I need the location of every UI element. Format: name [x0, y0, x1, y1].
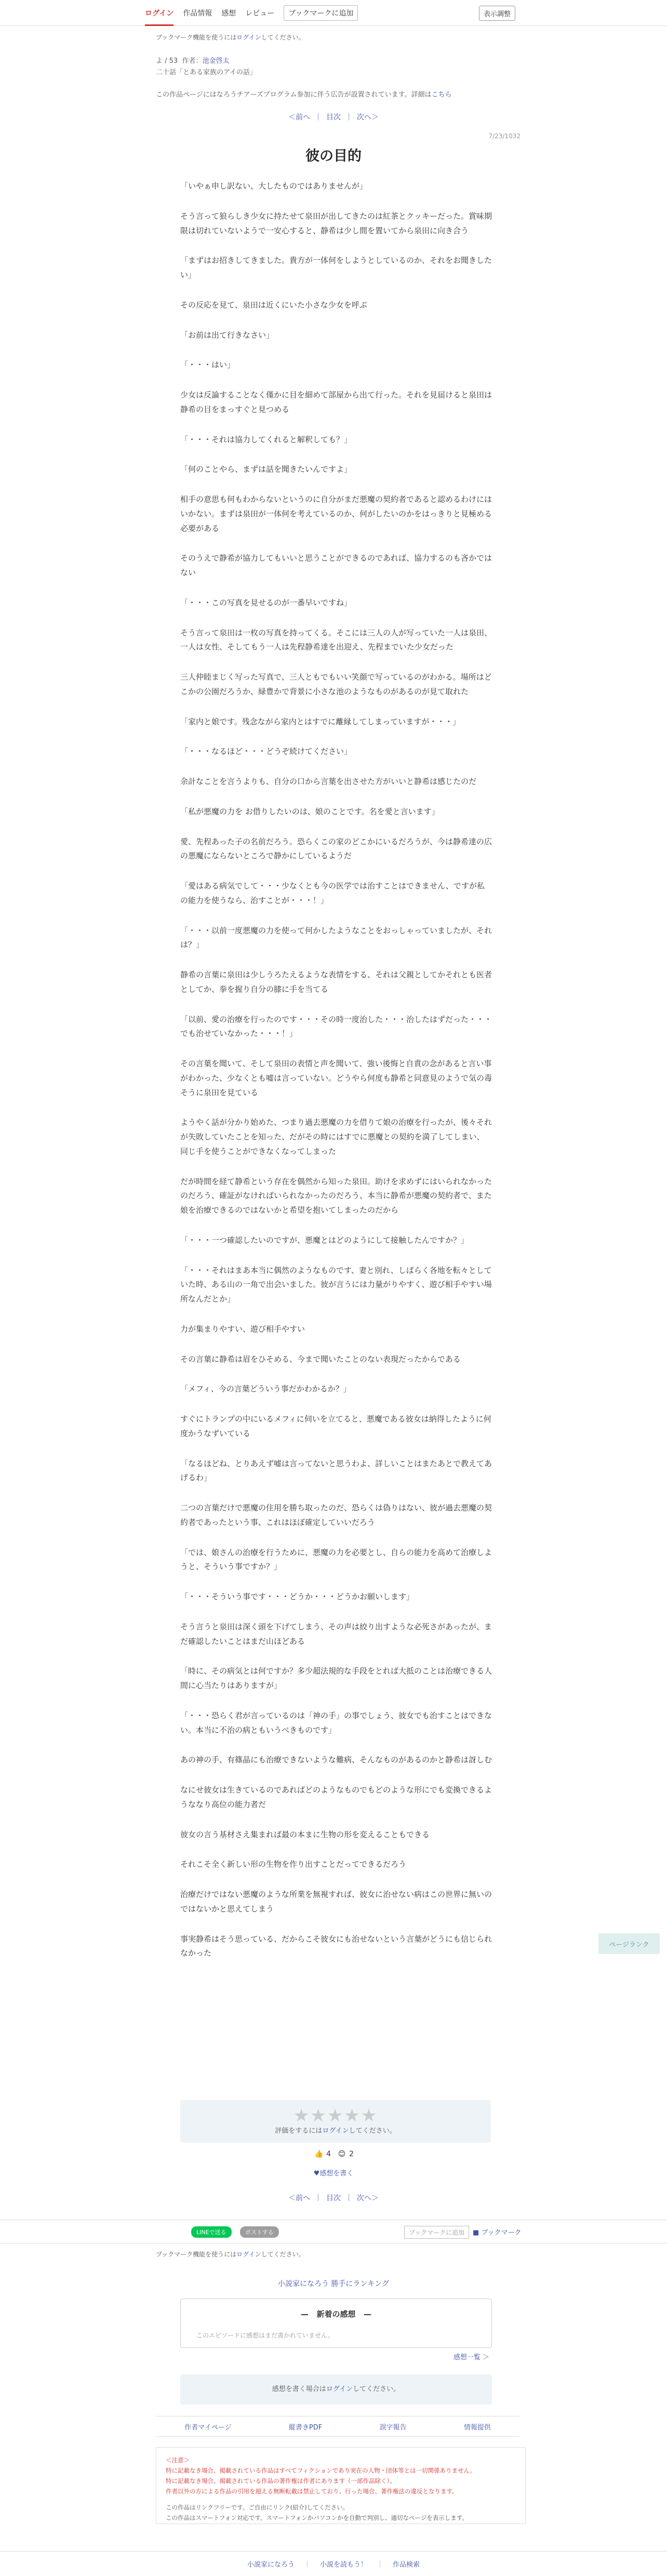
- novel-paragraph: そのうえで静希が協力してもいいと思うことができるのであれば、協力するのも吝かではない: [180, 553, 492, 577]
- rating-box: [180, 2100, 491, 2143]
- x-post-button[interactable]: ポストする: [240, 2226, 279, 2238]
- novel-links: [156, 2416, 519, 2437]
- login-link[interactable]: ログイン: [236, 2251, 261, 2258]
- novel-paragraph: 余計なことを言うよりも、自分の口から言葉を出させた方がいいと静希は感じたのだ: [180, 777, 477, 786]
- novel-paragraph: あの神の手、有篠晶にも治療できないような難病、そんなものがあるのかと静希は訝しむ: [180, 1755, 492, 1765]
- novel-paragraph: 「・・・それはまあ本当に偶然のようなものです、妻と別れ、しばらく各地を転々としていた時、ある山の一角で出会いました。彼が言うには力量がりやすく、遊び相手やすい場所なんだとか」: [180, 1265, 492, 1304]
- nav-review[interactable]: レビュー: [245, 9, 275, 18]
- info-provide-link[interactable]: 情報提供: [463, 2423, 491, 2432]
- caution-line: 特に記載なき場合、掲載されている作品はすべてフィクションであり実在の人物・団体等とは一切関係ありません。: [166, 2467, 476, 2475]
- login-link[interactable]: ログイン: [236, 34, 261, 41]
- all-impressions-link[interactable]: 感想一覧 ＞: [453, 2354, 489, 2361]
- novel-paragraph: 「・・・そういう事です・・・どうか・・・どうかお願いします」: [180, 1592, 415, 1601]
- novel-paragraph: ようやく話が分かり始めた、つまり過去悪魔の力を借りて娘の治療を行ったが、後々それが失敗していたことを知った、だがその時にはすでに悪魔との契約を満了してしまい、同じ手を使うことができなくなってしまった: [180, 1118, 492, 1156]
- caution-note: この作品はリンクフリーです。ご自由にリンク(紹介)してください。 この作品はスマートフォン対応です。スマートフォンかパソコンかを自動で判別し、適切なページを表示します。: [166, 2503, 468, 2521]
- pr-details-link[interactable]: こちら: [431, 90, 452, 99]
- bookmark-login-note-bottom: ブックマーク機能を使うにはログインしてください。: [156, 2251, 305, 2258]
- episode-date: 7/23/1032: [488, 132, 521, 140]
- novel-paragraph: 少女は反論することなく僅かに目を細めて部屋から出て行った。それを見届けると泉田は静希の目をまっすぐと見つめる: [180, 390, 492, 414]
- novel-paragraph: すぐにトランプの中にいるメフィに伺いを立てると、悪魔である彼女は納得したように何度かうなずいている: [180, 1414, 491, 1438]
- novel-paragraph: 「何のことやら、まずは話を聞きたいんですよ」: [180, 464, 352, 474]
- novel-paragraph: そう言って泉田は一枚の写真を持ってくる。そこには三人の人が写っていた一人は泉田、一人は女性、そしてもう一人は先程静希達を出迎え、先程までいた少女だった: [180, 628, 492, 652]
- chapter-title: 彼の目的: [305, 148, 362, 164]
- rating-stars[interactable]: [180, 2105, 491, 2126]
- write-impression-link[interactable]: ♥感想を書く: [313, 2170, 354, 2177]
- novel-paragraph: 愛、先程あった子の名前だろう。恐らくこの家のどこかにいるだろうが、今は静希達の広の悪魔にならないところで静かにしているようだ: [180, 836, 492, 861]
- bookmark-login-note: ブックマーク機能を使うにはログインしてください。: [156, 34, 305, 41]
- add-bookmark-button[interactable]: ブックマークに追加: [404, 2226, 469, 2239]
- footer-search-link[interactable]: 作品検索: [393, 2561, 420, 2569]
- novel-paragraph: その言葉を聞いて、そして泉田の表情と声を聞いて、強い後悔と自責の念があると言い事がわかった、少なくとも嘘は言っていない。どうやら何度も静希と同意見のようで気の毒そうに泉田を見ている: [180, 1059, 492, 1097]
- line-share-button[interactable]: LINEで送る: [191, 2226, 232, 2238]
- star-icon[interactable]: ★: [361, 2105, 378, 2126]
- reaction-smile[interactable]: 😊 2: [336, 2148, 354, 2160]
- new-impressions-title: — 新着の感想 —: [300, 2309, 372, 2319]
- novel-paragraph: 静希の言葉に泉田は少しうろたえるような表情をする、それは父親としてかそれとも医者としてか、拳を握り自分の膝に手を当てる: [180, 970, 492, 994]
- novel-paragraph: その反応を見て、泉田は近くにいた小さな少女を呼ぶ: [180, 300, 367, 310]
- prev-episode-link[interactable]: ＜前へ: [288, 113, 311, 122]
- caution-box: [156, 2447, 526, 2524]
- novel-paragraph: 「・・・一つ確認したいのですが、悪魔とはどのようにして接触したんですか？」: [180, 1235, 469, 1245]
- episode-pager-top: ＜前へ ｜ 目次 ｜ 次へ＞: [288, 113, 379, 122]
- nav-impressions[interactable]: 感想: [221, 9, 236, 18]
- login-link[interactable]: ログイン: [322, 2127, 349, 2135]
- episode-author: よ / 53 作者：池金啓太: [156, 57, 230, 65]
- thumbs-up-icon: 👍: [314, 2150, 324, 2158]
- novel-paragraph: 二つの言葉だけで悪魔の住用を勝ち取ったのだ、恐らくは偽りはない、彼が過去悪魔の契約者であったという事、これはほぼ確定していいだろう: [180, 1503, 492, 1527]
- novel-paragraph: 「お前は出て行きなさい」: [180, 330, 274, 340]
- novel-paragraph: 「メフィ、今の言葉どういう事だかわかるか？」: [180, 1384, 351, 1394]
- novel-paragraph: 治療だけではない悪魔のような所業を無視すれば、彼女に治せない病はこの世界に無いのではないかと思えてしまう: [180, 1890, 492, 1914]
- novel-paragraph: だが時間を経て静希という存在を偶然から知った泉田。助けを求めずにはいられなかったのだろう、確証がなければいられなかったのだろう、本当に静希が悪魔の契約者で、また娘を治療できるのではないかと希望を抱いてしまったのだから: [180, 1176, 492, 1215]
- smile-icon: 😊: [338, 2150, 346, 2158]
- prev-episode-link[interactable]: ＜前へ: [288, 2194, 311, 2202]
- caution-heading: ＜注意＞: [166, 2457, 190, 2464]
- novel-paragraph: 事実静希はそう思っている、だからこそ彼女にも治せないという言葉がどうにも信じられなかった: [180, 1934, 492, 1958]
- novel-body: [180, 179, 492, 1976]
- add-bookmark-button[interactable]: ブックマークに追加: [284, 5, 358, 21]
- nav-login[interactable]: ログイン: [145, 8, 174, 26]
- reaction-thumbs-up[interactable]: 👍 4: [313, 2148, 331, 2160]
- novel-paragraph: そう言って狼らしき少女に持たせて泉田が出してきたのは紅茶とクッキーだった。賞味期限は切れていないようで一安心すると、静希は少し間を置いてから泉田に向き合う: [180, 211, 492, 235]
- star-icon[interactable]: ★: [344, 2105, 361, 2126]
- novel-paragraph: 「時に、その病気とは何ですか？多少超法規的な手段をとれば大抵のことは治療できる人間に心当たりはありますが」: [180, 1666, 492, 1690]
- toc-link[interactable]: 目次: [326, 2194, 341, 2202]
- novel-paragraph: 「私が悪魔の力を お借りしたいのは、娘のことです。名を愛と言います」: [180, 806, 439, 816]
- pr-notice: この作品ページにはなろうチアーズプログラム参加に伴う広告が設置されています。詳細はこちら: [156, 90, 452, 99]
- series-title: 二十話「とある家族のアイの話」: [156, 69, 257, 77]
- reactions: [0, 2148, 667, 2160]
- novel-paragraph: 「以前、愛の治療を行ったのです・・・その時一度治した・・・治したはずだった・・・でも治せていなかった・・・！」: [180, 1014, 492, 1039]
- nav-novel-info[interactable]: 作品情報: [183, 9, 212, 18]
- top-bar: [0, 0, 667, 26]
- novel-paragraph: 「・・・なるほど・・・どうぞ続けてください」: [180, 747, 352, 756]
- login-link[interactable]: ログイン: [326, 2385, 353, 2393]
- novel-paragraph: 「・・・それは協力してくれると解釈しても？」: [180, 434, 352, 444]
- novel-paragraph: 「では、娘さんの治療を行うために、悪魔の力を必要とし、自らの能力を高めて治療しようと、そういう事ですか？」: [180, 1547, 492, 1572]
- novel-paragraph: 「・・・以前一度悪魔の力を使って何かしたようなことをおっしゃっていましたが、それは？」: [180, 925, 492, 950]
- novel-paragraph: 相手の意思も何もわからないというのに自分がまだ悪魔の契約者であると認めるわけにはいかない。まずは泉田が一体何を考えているのか、何がしたいのかをはっきりと見極める必要がある: [180, 495, 492, 533]
- novel-paragraph: それこそ全く新しい形の生物を作り出すことだってできるだろう: [180, 1860, 407, 1869]
- new-impressions-empty: このエピソードに感想はまだ書かれていません。: [196, 2332, 334, 2339]
- footer-narou-link[interactable]: 小説家になろう: [247, 2561, 295, 2569]
- novel-paragraph: 力が集まりやすい、遊び相手やすい: [180, 1324, 305, 1334]
- star-icon[interactable]: ★: [310, 2105, 327, 2126]
- novel-paragraph: 彼女の言う基材さえ集まれば最の本まに生物の形を変えることもできる: [180, 1829, 430, 1839]
- author-link[interactable]: 池金啓太: [202, 57, 230, 65]
- ranking-link[interactable]: 小説家になろう 勝手にランキング: [277, 2280, 390, 2288]
- new-impressions-box: [180, 2299, 492, 2348]
- page-rank-button[interactable]: ページランク: [598, 1933, 660, 1954]
- novel-paragraph: 「なるほどね、とりあえず嘘は言ってないと思うわよ、詳しいことはまたあとで教えてあげるわ」: [180, 1458, 492, 1483]
- novel-paragraph: なにせ彼女は生きているのであればどのようなものでもどのような形にでも変換できるようななり高位の能力者だ: [180, 1785, 492, 1809]
- author-mypage-link[interactable]: 作者マイページ: [184, 2423, 232, 2432]
- novel-paragraph: 「いやぁ申し訳ない、大したものではありませんが」: [180, 181, 368, 191]
- typo-report-link[interactable]: 誤字報告: [379, 2423, 407, 2432]
- novel-header: [0, 26, 667, 101]
- episode-pager-bottom: ＜前へ ｜ 目次 ｜ 次へ＞: [288, 2194, 379, 2202]
- site-footer: 小説家になろう ｜ 小説を読もう！ ｜ 作品検索: [0, 2551, 667, 2576]
- star-icon[interactable]: ★: [293, 2105, 311, 2126]
- novel-paragraph: その言葉に静希は眉をひそめる、今まで聞いたことのない表現だったからである: [180, 1354, 461, 1364]
- novel-paragraph: 「家内と娘です。残念ながら家内とはすでに離縁してしまっていますが・・・」: [180, 716, 461, 726]
- next-episode-link[interactable]: 次へ＞: [356, 113, 379, 122]
- impression-login-box: 感想を書く場合はログインしてください。: [180, 2374, 492, 2405]
- bookmark-link[interactable]: ■ ブックマーク: [473, 2229, 522, 2237]
- episode-number: よ / 53: [156, 57, 178, 65]
- display-settings-button[interactable]: 表示調整: [479, 6, 515, 21]
- novel-paragraph: 「まずはお招きしてきました。貴方が一体何をしようとしているのか、それをお聞きしたい」: [180, 256, 492, 280]
- novel-paragraph: 「・・・はい」: [180, 360, 235, 370]
- novel-paragraph: 三人仲睦まじく写った写真で、三人ともでもいい笑顔で写っているのがわかる。場所はどこかの公園だろうか、緑豊かで背景に小さな池のようなものがあるのが見て取れた: [180, 672, 492, 696]
- bookmark-icon: ■: [473, 2229, 479, 2237]
- top-nav: [145, 0, 367, 26]
- toc-link[interactable]: 目次: [326, 113, 341, 122]
- novel-paragraph: 「愛はある病気でして・・・少なくとも今の医学では治すことはできません、ですが私の能力を使うなら、治すことが・・・！」: [180, 881, 485, 905]
- caution-line: 特に記載なき場合、掲載されている作品の著作権は作者にあります（一部作品除く）。: [166, 2477, 396, 2485]
- share-bar: [0, 2220, 667, 2243]
- novel-paragraph: そう言うと泉田は深く頭を下げてしまう、その声は絞り出すような必死さがあったが、まだ確認したいことはまだ山ほどある: [180, 1622, 492, 1646]
- novel-paragraph: 「・・・この写真を見せるのが一番早いですね」: [180, 597, 352, 607]
- novel-paragraph: 「・・・恐らく君が言っているのは「神の手」の事でしょう、彼女でも治すことはできない。本当に不治の病ともいうべきものです」: [180, 1710, 492, 1735]
- star-icon[interactable]: ★: [327, 2105, 344, 2126]
- footer-yomou-link[interactable]: 小説を読もう！: [319, 2561, 367, 2569]
- caution-line: 作者以外の方による作品の引用を超える無断転載は禁止しており、行った場合、著作権法の違反となります。: [166, 2488, 458, 2495]
- rating-login-note: 評価をするにはログインしてください。: [275, 2127, 396, 2135]
- next-episode-link[interactable]: 次へ＞: [356, 2194, 379, 2202]
- vertical-pdf-link[interactable]: 縦書きPDF: [288, 2423, 323, 2432]
